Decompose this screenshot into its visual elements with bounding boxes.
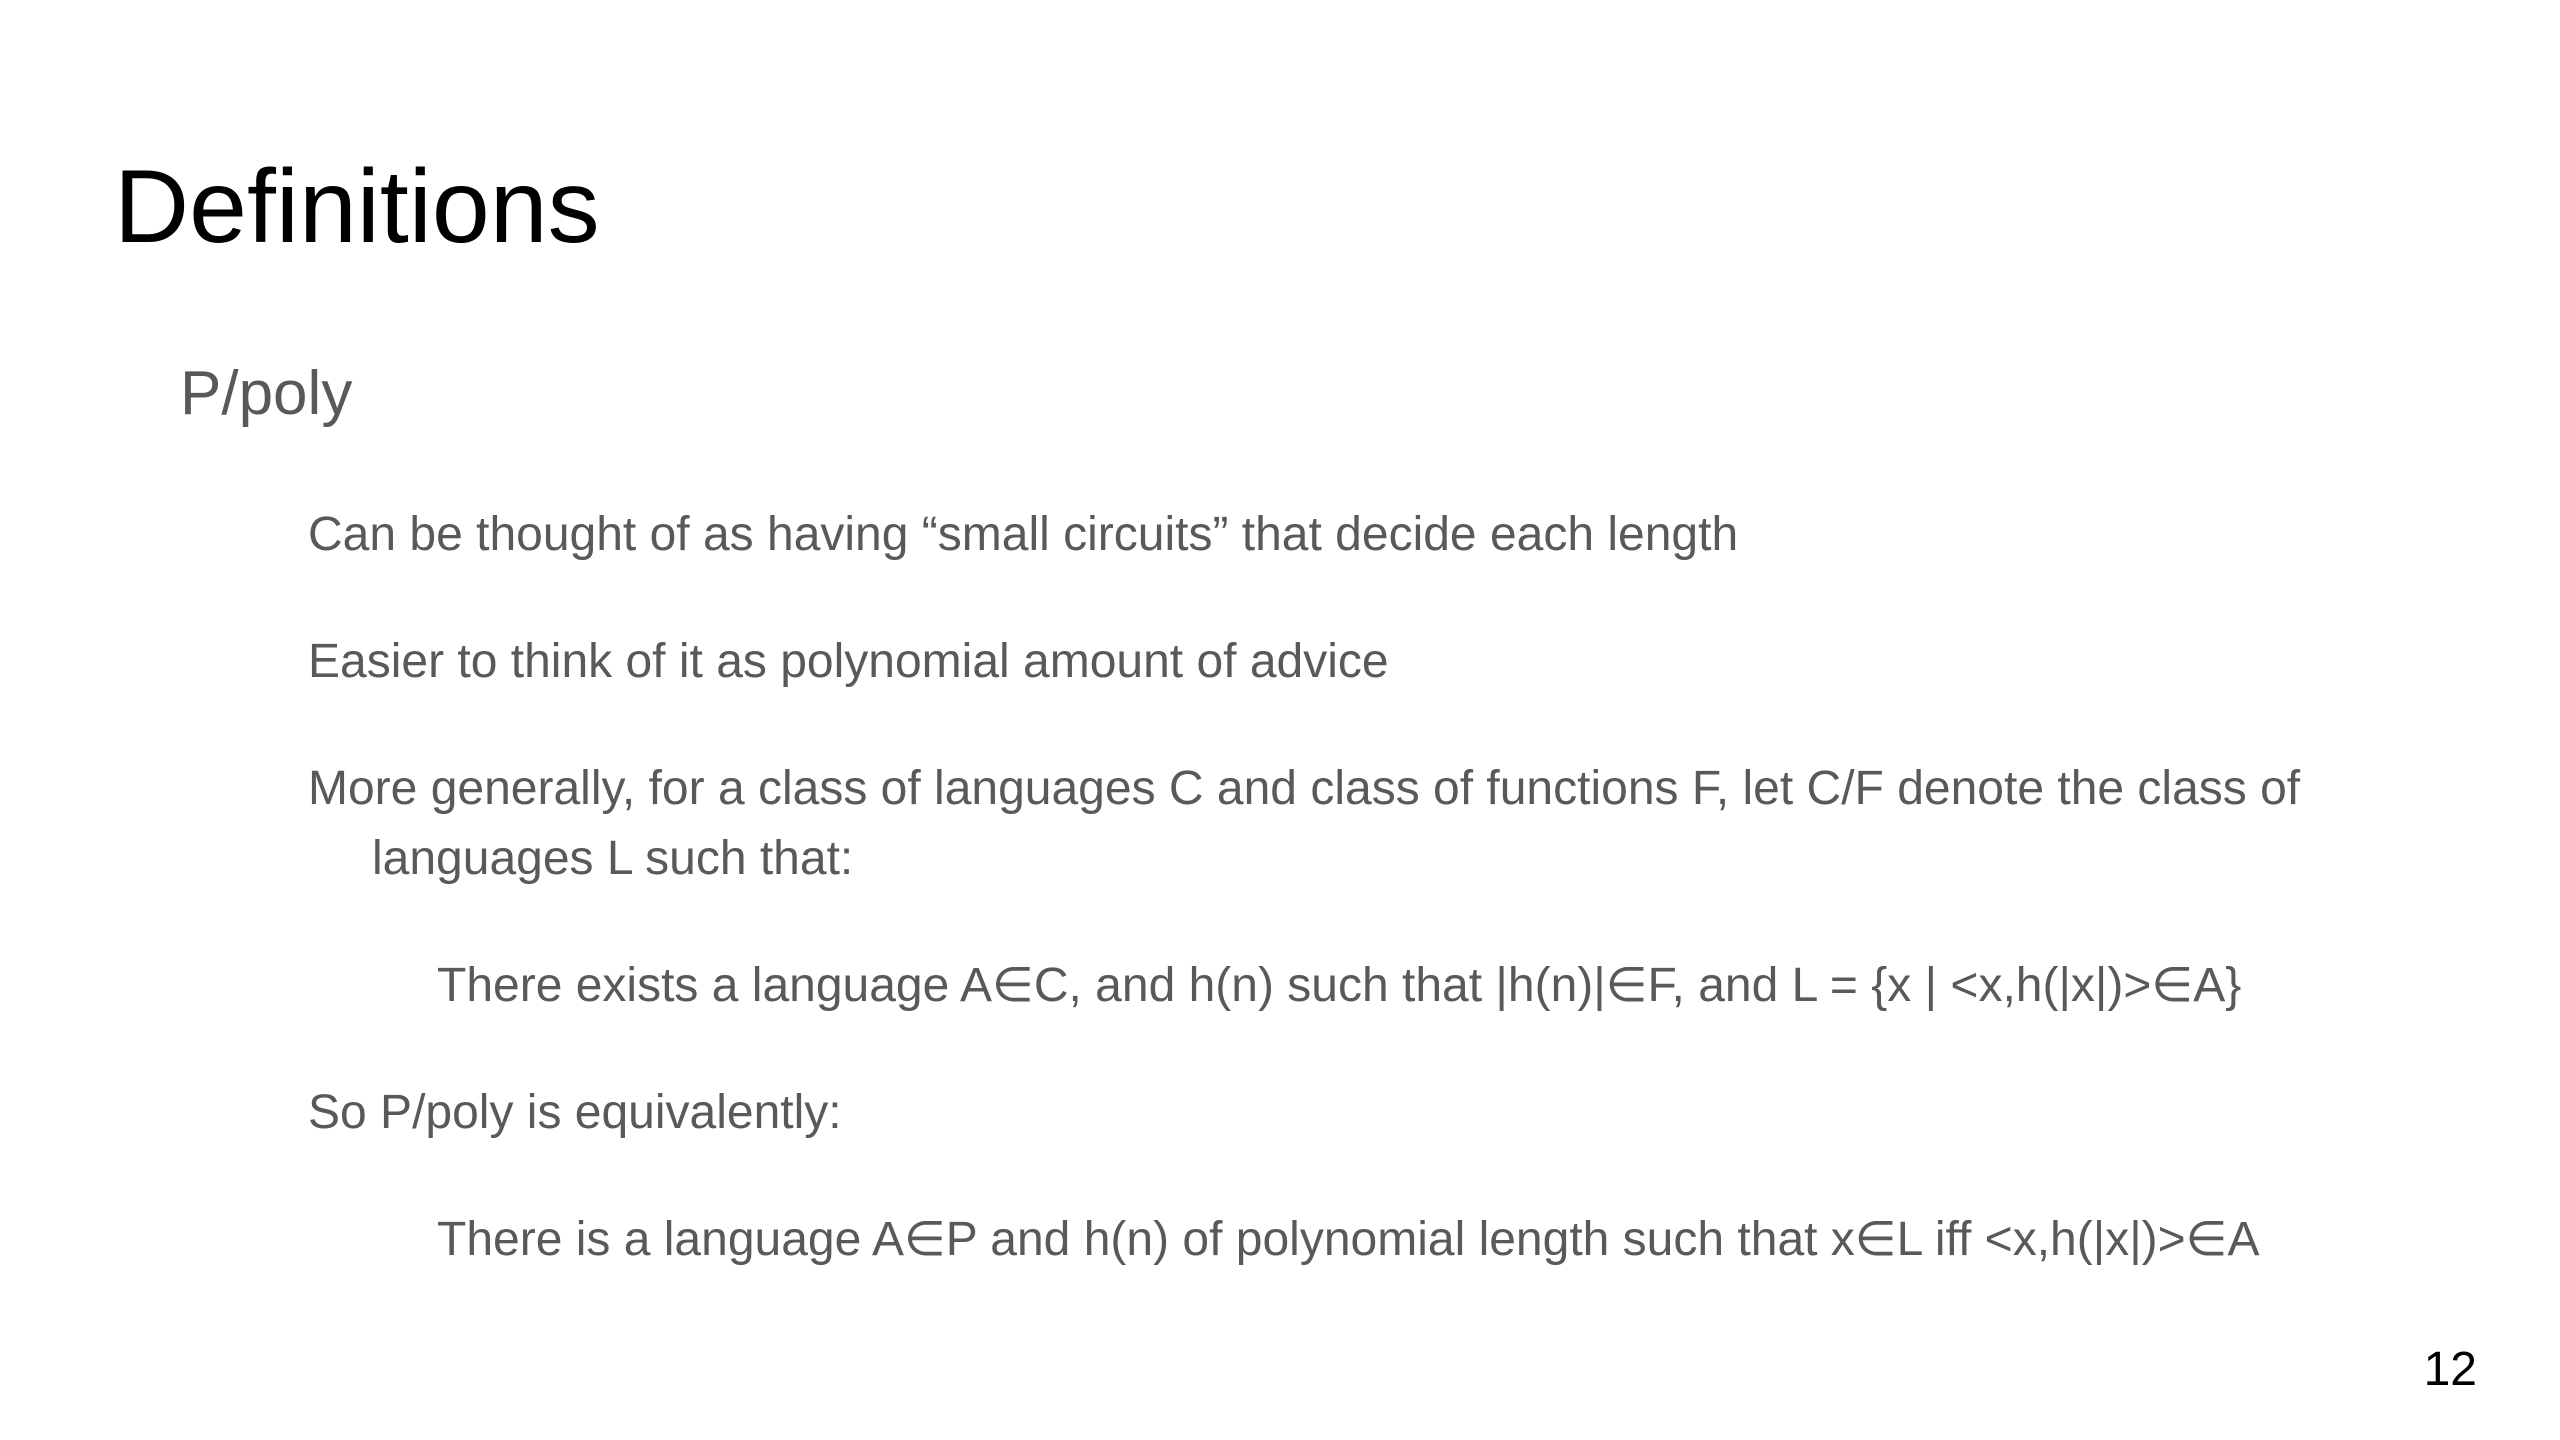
bullet-generalization: More generally, for a class of languages C and class of functions F, let C/F denote the class of languages L such that: [308,762,2301,885]
bullet-heading: P/poly [180,359,353,428]
bullet-class-definition: There exists a language A∈C, and h(n) such that |h(n)|∈F, and L = {x | <x,h(|x|)>∈A} [437,959,2242,1012]
bullet-small-circuits: Can be thought of as having “small circuits” that decide each length [308,508,1739,561]
bullet-equivalently: So P/poly is equivalently: [308,1086,842,1139]
slide-title: Definitions [114,149,600,265]
bullet-ppoly-definition: There is a language A∈P and h(n) of polynomial length such that x∈L iff <x,h(|x|)>∈A [437,1213,2260,1266]
page-number: 12 [2423,1343,2477,1396]
bullet-advice: Easier to think of it as polynomial amount of advice [308,635,1389,688]
